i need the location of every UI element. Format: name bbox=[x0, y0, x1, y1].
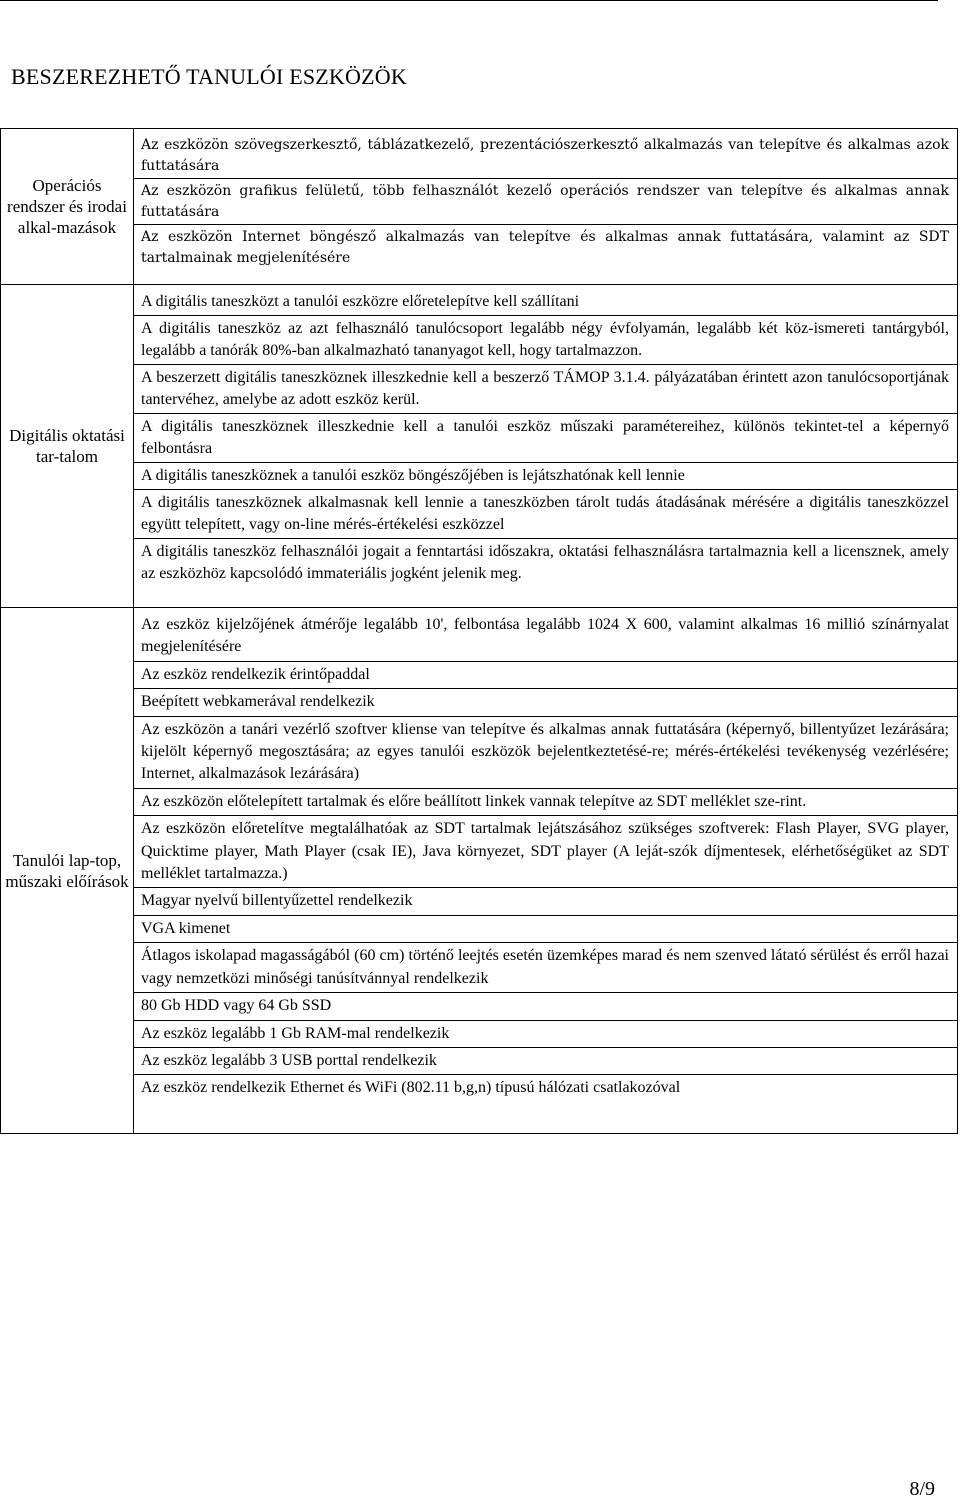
requirement-item: Az eszköz rendelkezik érintőpaddal bbox=[134, 662, 957, 689]
section-label: Digitális oktatási tar-talom bbox=[9, 426, 125, 466]
requirement-item: Az eszközön előretelítve megtalálhatóak az SDT tartalmak lejátszásához szükséges szoftverek: Flash Player, SVG player, Quicktime player, Math Player (csak IE), Java környezet, SDT player (A leját-szók díjmentesek, elérhetőségüket az SDT melléklet tartalmazza.) bbox=[134, 816, 957, 888]
requirements-table bbox=[0, 128, 958, 1134]
requirement-item: A digitális taneszköz az azt felhasználó tanulócsoport legalább négy évfolyamán, legalább két köz-ismereti tantárgyból, legalább a tanórák 80%-ban alkalmazható tananyagot kell, hogy tartalmazzon. bbox=[134, 316, 957, 365]
requirement-item: Az eszközön Internet böngésző alkalmazás van telepítve és alkalmas annak futtatására, valamint az SDT tartalmainak megjelenítésére bbox=[141, 229, 949, 266]
requirement-item: A beszerzett digitális taneszköznek illeszkednie kell a beszerző TÁMOP 3.1.4. pályázatában érintett azon tanulócsoportjának tantervéhez, amelybe az adott eszköz kerül. bbox=[134, 365, 957, 414]
requirement-item: Az eszköz rendelkezik Ethernet és WiFi (802.11 b,g,n) típusú hálózati csatlakozóval bbox=[141, 1079, 681, 1097]
top-rule bbox=[0, 0, 938, 1]
page-number: 8/9 bbox=[909, 1478, 935, 1500]
requirement-item: Az eszközön grafikus felületű, több felhasználót kezelő operációs rendszer van telepítve és alkalmas annak futtatására bbox=[134, 179, 957, 225]
requirement-item: A digitális taneszköznek a tanulói eszköz böngészőjében is lejátszhatónak kell lennie bbox=[134, 463, 957, 490]
requirement-item: A digitális taneszköz felhasználói jogait a fenntartási időszakra, oktatási felhasználásra tartalmaznia kell a licensznek, amely az eszközhöz kapcsolódó immateriális jogként jelenik meg. bbox=[141, 543, 949, 582]
section-laptop-specs bbox=[1, 608, 958, 1134]
section-items bbox=[134, 608, 958, 1134]
section-label: Tanulói lap-top, műszaki előírások bbox=[5, 850, 129, 891]
section-items bbox=[134, 285, 958, 608]
requirement-item: Az eszköz legalább 1 Gb RAM-mal rendelkezik bbox=[134, 1021, 957, 1048]
section-label-cell bbox=[1, 608, 134, 1134]
page-title: BESZEREZHETŐ TANULÓI ESZKÖZÖK bbox=[11, 64, 407, 89]
requirement-item: Az eszközön előtelepített tartalmak és előre beállított linkek vannak telepítve az SDT melléklet sze-rint. bbox=[134, 789, 957, 816]
requirement-item: 80 Gb HDD vagy 64 Gb SSD bbox=[134, 993, 957, 1020]
requirement-item: Az eszközön a tanári vezérlő szoftver kliense van telepítve és alkalmas annak futtatására (képernyő, billentyűzet lezárására; kijelölt képernyő megosztására; az egyes tanulói eszközök bejelentkeztetésé-re; mérés-értékelési tevékenység vezérlésére; Internet, alkalmazások lezárására) bbox=[134, 717, 957, 789]
requirement-item: Beépített webkamerával rendelkezik bbox=[134, 689, 957, 716]
requirement-item: VGA kimenet bbox=[134, 916, 957, 943]
requirement-item: Az eszközön szövegszerkesztő, táblázatkezelő, prezentációszerkesztő alkalmazás van telepítve és alkalmas azok futtatására bbox=[134, 133, 957, 179]
requirement-item: A digitális taneszköznek illeszkednie kell a tanulói eszköz műszaki paramétereihez, különös tekintet-tel a képernyő felbontásra bbox=[134, 414, 957, 463]
section-label-cell bbox=[1, 129, 134, 285]
section-label: Operációs rendszer és irodai alkal-mazások bbox=[7, 176, 127, 237]
requirement-item: Magyar nyelvű billentyűzettel rendelkezik bbox=[134, 888, 957, 915]
section-digital-content bbox=[1, 285, 958, 608]
requirement-item: A digitális taneszközt a tanulói eszközre előretelepítve kell szállítani bbox=[134, 289, 957, 316]
requirement-item: Az eszköz legalább 3 USB porttal rendelkezik bbox=[134, 1048, 957, 1075]
requirement-item: Átlagos iskolapad magasságából (60 cm) történő leejtés esetén üzemképes marad és nem szenved látató sérülést és erről hazai vagy nemzetközi minőségi tanúsítvánnyal rendelkezik bbox=[134, 943, 957, 993]
requirement-item: Az eszköz kijelzőjének átmérője legalább 10', felbontása legalább 1024 X 600, valamint alkalmas 16 millió színárnyalat megjelenítésére bbox=[134, 612, 957, 662]
requirement-item: A digitális taneszköznek alkalmasnak kell lennie a taneszközben tárolt tudás átadásának mérésére a digitális taneszközzel együtt telepített, vagy on-line mérés-értékelési eszközzel bbox=[134, 490, 957, 539]
section-label-cell bbox=[1, 285, 134, 608]
section-items bbox=[134, 129, 958, 285]
section-os-office bbox=[1, 129, 958, 285]
